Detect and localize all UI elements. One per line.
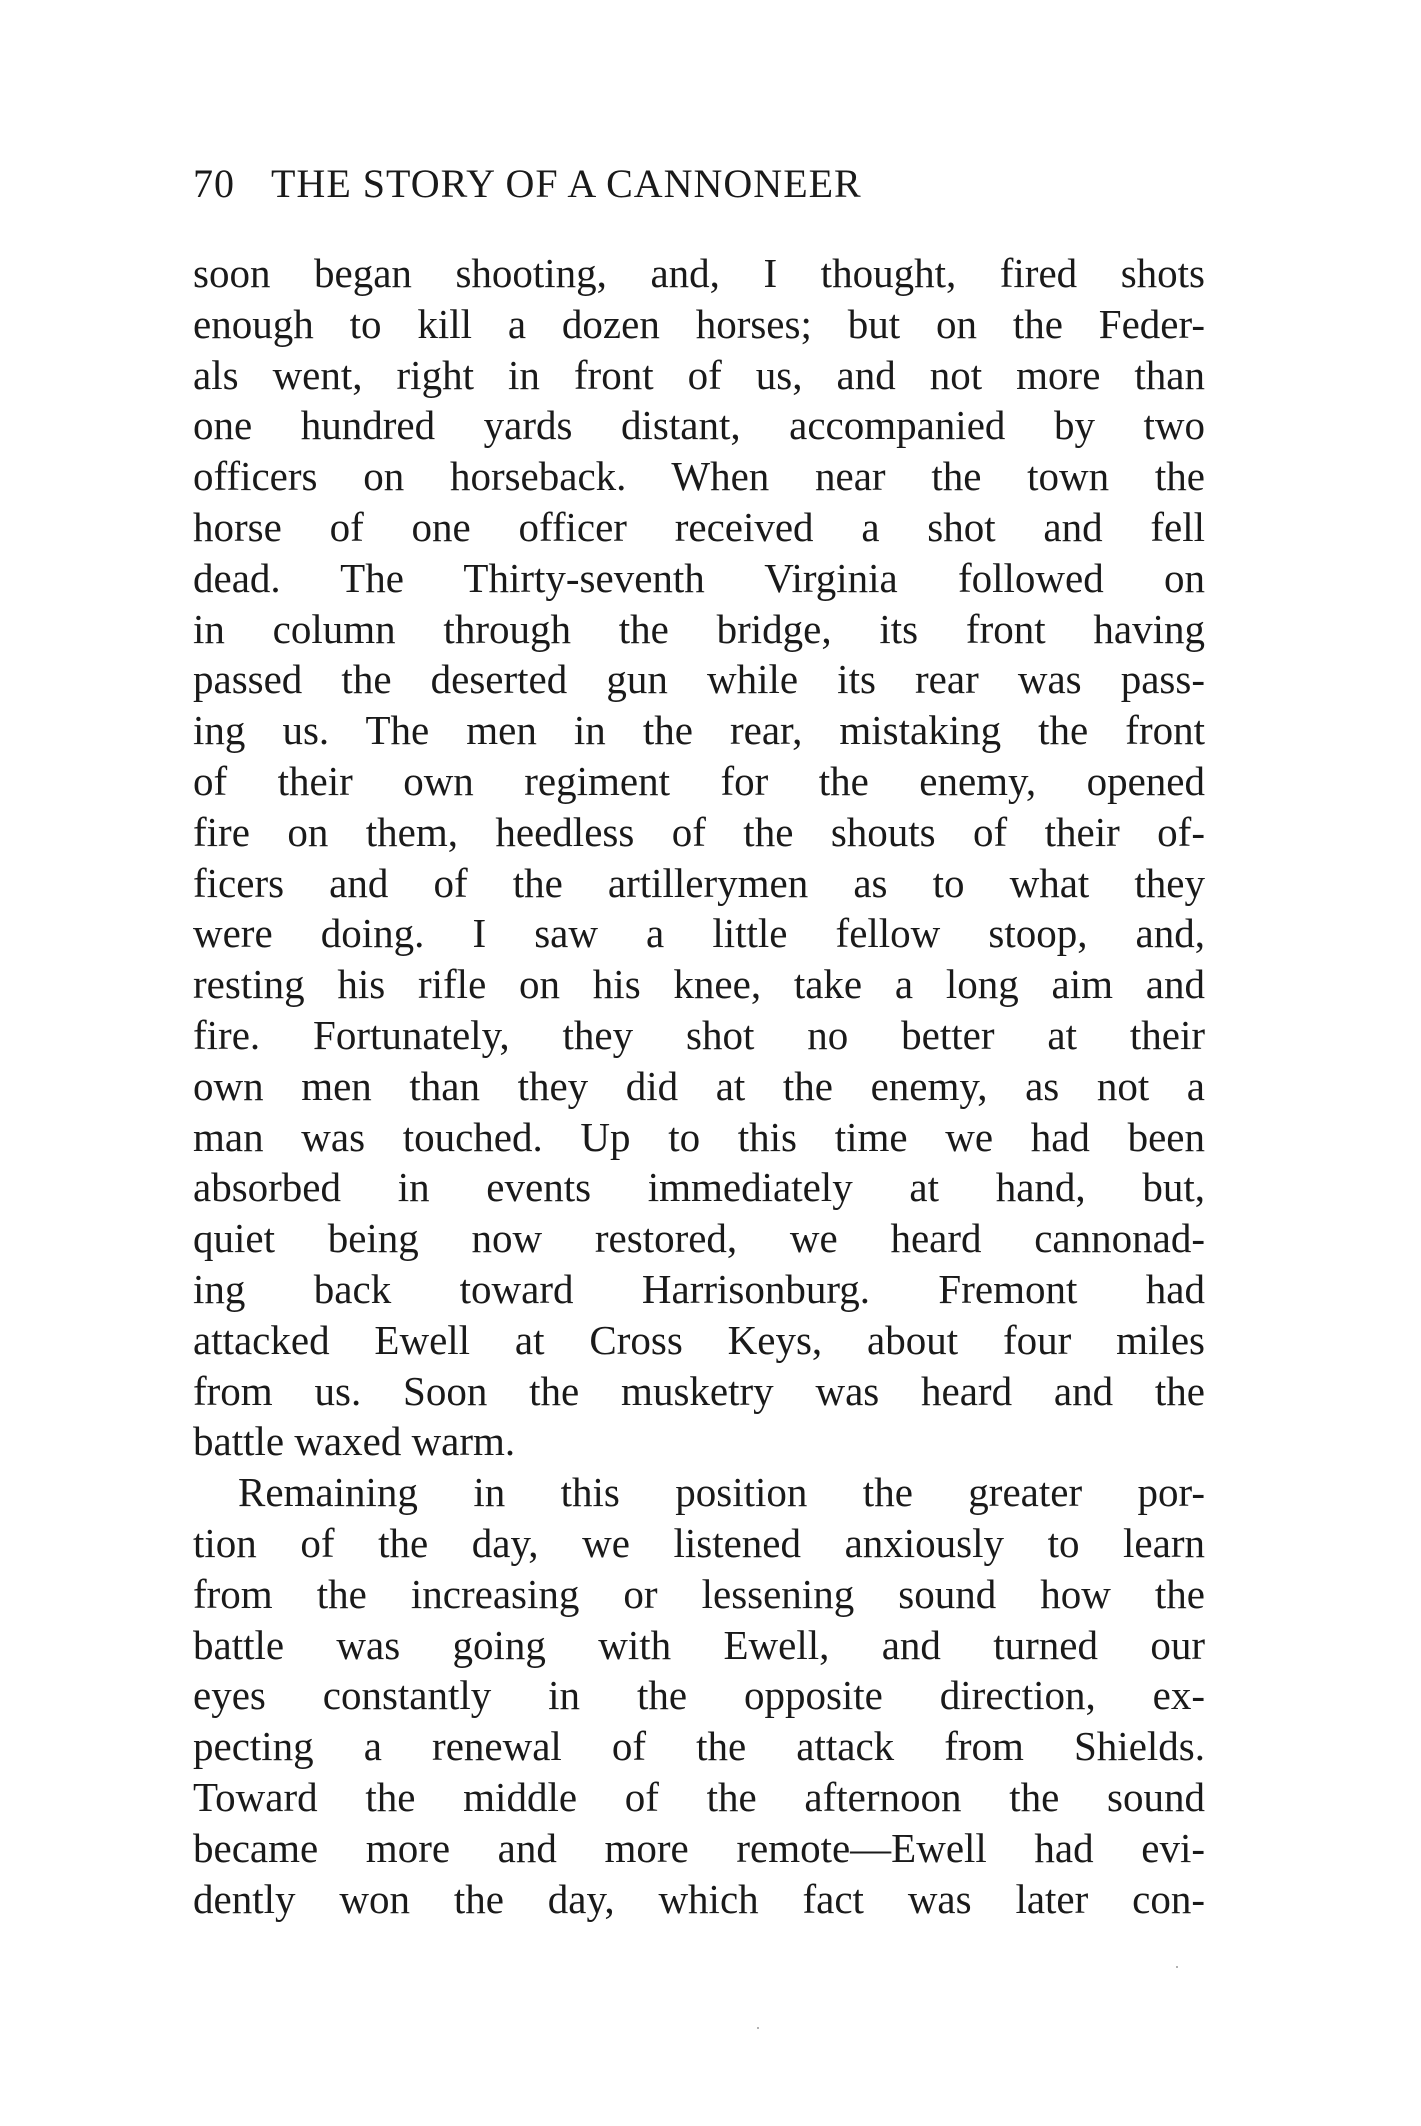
running-title: THE STORY OF A CANNONEER bbox=[271, 161, 862, 206]
text-line-33: dently won the day, which fact was later con- bbox=[193, 1875, 1205, 1922]
text-line-14: were doing. I saw a little fellow stoop, and, bbox=[193, 910, 1205, 957]
scan-speck bbox=[1176, 1966, 1178, 1968]
text-line-25: Remaining in this position the greater por- bbox=[238, 1469, 1205, 1516]
body-text bbox=[193, 248, 1205, 1924]
text-line-5: officers on horseback. When near the town the bbox=[193, 453, 1205, 500]
scan-speck bbox=[757, 2027, 759, 2029]
text-line-3: als went, right in front of us, and not more than bbox=[193, 351, 1205, 398]
text-line-15: resting his rifle on his knee, take a long aim and bbox=[193, 961, 1205, 1008]
text-line-31: Toward the middle of the afternoon the sound bbox=[193, 1773, 1205, 1820]
text-line-2: enough to kill a dozen horses; but on the Feder- bbox=[193, 300, 1205, 347]
text-line-16: fire. Fortunately, they shot no better at their bbox=[193, 1011, 1205, 1058]
text-line-18: man was touched. Up to this time we had been bbox=[193, 1113, 1205, 1160]
text-line-32: became more and more remote—Ewell had evi- bbox=[193, 1824, 1205, 1871]
running-head bbox=[193, 158, 1193, 210]
text-line-13: ficers and of the artillerymen as to what they bbox=[193, 859, 1205, 906]
text-line-30: pecting a renewal of the attack from Shields. bbox=[193, 1723, 1205, 1770]
text-line-29: eyes constantly in the opposite direction, ex- bbox=[193, 1672, 1205, 1719]
text-line-10: ing us. The men in the rear, mistaking the front bbox=[193, 707, 1205, 754]
text-line-26: tion of the day, we listened anxiously to learn bbox=[193, 1519, 1205, 1566]
text-line-1: soon began shooting, and, I thought, fired shots bbox=[193, 250, 1205, 296]
text-line-8: in column through the bridge, its front having bbox=[193, 605, 1205, 652]
text-line-23: from us. Soon the musketry was heard and the bbox=[193, 1367, 1205, 1414]
text-line-4: one hundred yards distant, accompanied by two bbox=[193, 402, 1205, 449]
text-line-22: attacked Ewell at Cross Keys, about four miles bbox=[193, 1316, 1205, 1363]
text-line-11: of their own regiment for the enemy, opened bbox=[193, 757, 1205, 804]
text-line-21: ing back toward Harrisonburg. Fremont had bbox=[193, 1265, 1205, 1312]
text-line-24: battle waxed warm. bbox=[193, 1418, 516, 1465]
text-line-20: quiet being now restored, we heard cannonad- bbox=[193, 1215, 1205, 1262]
text-line-19: absorbed in events immediately at hand, but, bbox=[193, 1164, 1205, 1211]
text-line-6: horse of one officer received a shot and fell bbox=[193, 503, 1205, 550]
text-line-27: from the increasing or lessening sound how the bbox=[193, 1570, 1205, 1617]
text-line-9: passed the deserted gun while its rear was pass- bbox=[193, 656, 1205, 703]
text-line-17: own men than they did at the enemy, as not a bbox=[193, 1062, 1205, 1109]
page-number: 70 bbox=[193, 161, 235, 206]
text-line-12: fire on them, heedless of the shouts of their of- bbox=[193, 808, 1205, 855]
text-line-7: dead. The Thirty-seventh Virginia followed on bbox=[193, 554, 1205, 601]
text-line-28: battle was going with Ewell, and turned our bbox=[193, 1621, 1205, 1668]
